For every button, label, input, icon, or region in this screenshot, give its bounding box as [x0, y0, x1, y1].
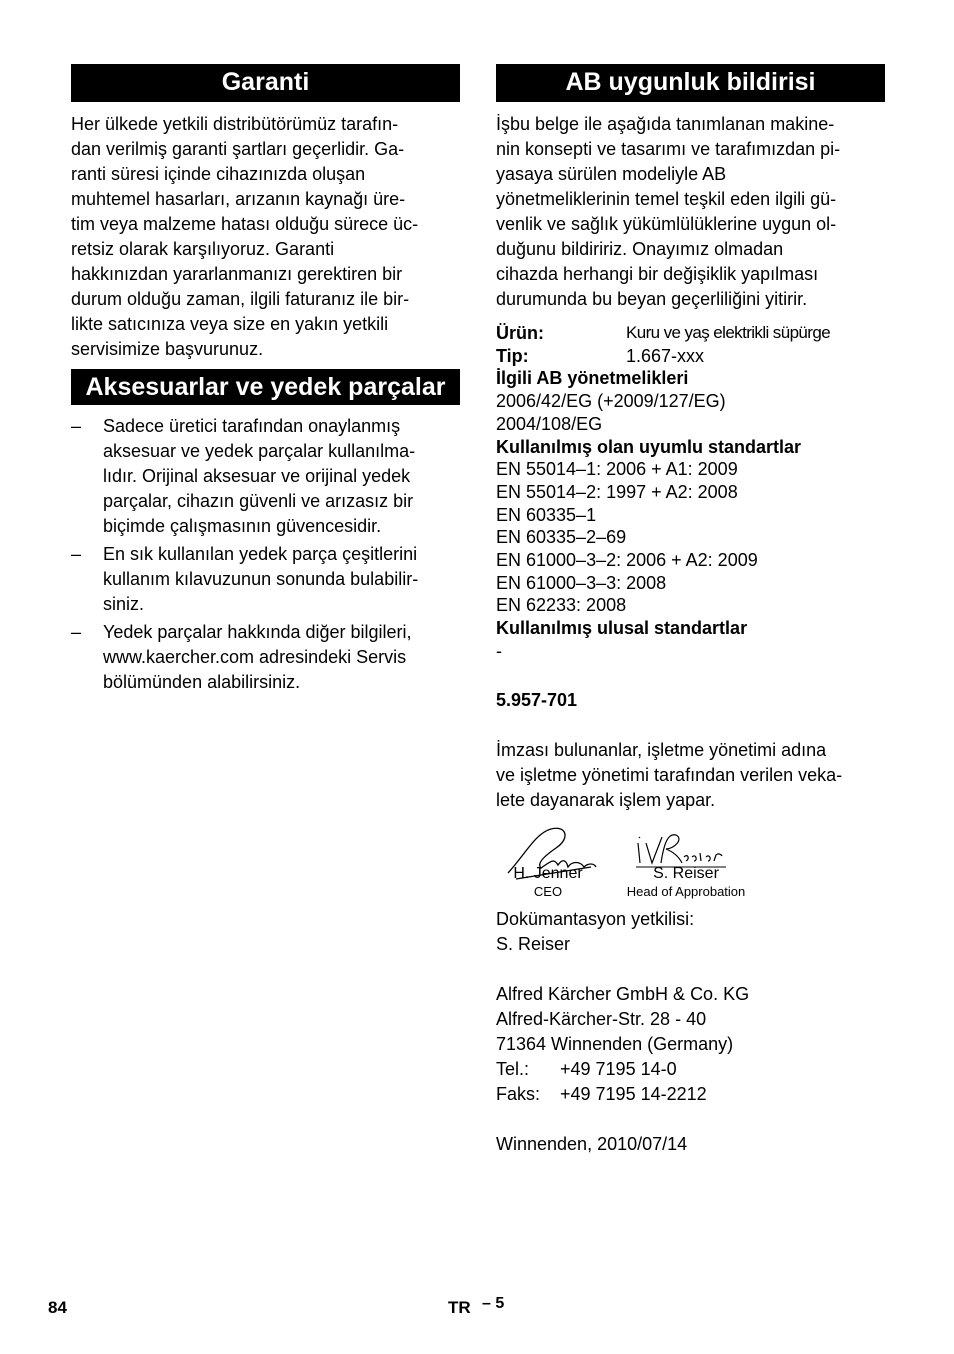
- aksesuar-list: [71, 414, 460, 695]
- doc-number: 5.957-701: [496, 689, 578, 710]
- signature-block: [496, 823, 885, 899]
- declaration-intro: İşbu belge ile aşağıda tanımlanan makine- nin konsepti ve tasarımı ve tarafımızdan pi- yasaya sürülen modeliyle AB yönetmeliklerinin temel teşkil eden ilgili gü- venlik ve sağlık yükümlülüklerine uygun ol- duğunu bildiririz. Onayımız olmadan cihazda herhangi bir değişiklik yapılması durumunda bu beyan geçerliliğini yitirir.: [496, 114, 841, 309]
- signing-text: İmzası bulunanlar, işletme yönetimi adına ve işletme yönetimi tarafından verilen veka- lete dayanarak işlem yapar.: [496, 739, 843, 810]
- footer-section: – 5: [482, 1295, 505, 1312]
- left-column: [71, 64, 460, 698]
- type-value: 1.667-xxx: [626, 345, 705, 366]
- company-address: [496, 982, 885, 1107]
- fax-label: Faks:: [496, 1083, 541, 1104]
- doc-officer-name: S. Reiser: [496, 933, 571, 954]
- directive-item: 2006/42/EG (+2009/127/EG): [496, 391, 726, 412]
- footer-lang: TR: [448, 1298, 471, 1317]
- section-title-aksesuar: Aksesuarlar ve yedek parçalar: [71, 369, 460, 405]
- standard-item: EN 60335–1: [496, 504, 597, 525]
- signatory-reiser: [616, 865, 756, 901]
- national-standards-label: Kullanılmış ulusal standartlar: [496, 618, 748, 639]
- standard-item: EN 62233: 2008: [496, 595, 627, 616]
- section-title-declaration: AB uygunluk bildirisi: [496, 64, 885, 102]
- standard-item: EN 61000–3–2: 2006 + A2: 2009: [496, 550, 758, 571]
- company-line: 71364 Winnenden (Germany): [496, 1033, 734, 1054]
- national-standards-value: -: [496, 640, 502, 661]
- tel-label: Tel.:: [496, 1058, 530, 1079]
- page-number: 84: [48, 1298, 67, 1317]
- right-column: [496, 64, 885, 1157]
- signatory-name: S. Reiser: [653, 864, 719, 882]
- standard-item: EN 55014–2: 1997 + A2: 2008: [496, 481, 738, 502]
- doc-officer: [496, 907, 885, 957]
- signatory-name: H. Jenner: [513, 864, 583, 882]
- dash-bullet: –: [71, 622, 82, 642]
- standard-item: EN 60335–2–69: [496, 527, 627, 548]
- tel-value: +49 7195 14-0: [560, 1058, 677, 1079]
- signatory-role: CEO: [533, 883, 563, 899]
- place-date: Winnenden, 2010/07/14: [496, 1133, 688, 1154]
- directives-label: İlgili AB yönetmelikleri: [496, 368, 689, 389]
- list-item: [71, 542, 460, 617]
- spec-block: [496, 322, 885, 663]
- company-line: Alfred-Kärcher-Str. 28 - 40: [496, 1008, 707, 1029]
- directive-item: 2004/108/EG: [496, 413, 603, 434]
- standard-item: EN 61000–3–3: 2008: [496, 572, 667, 593]
- fax-value: +49 7195 14-2212: [560, 1083, 707, 1104]
- product-label: Ürün:: [496, 323, 544, 343]
- standards-label: Kullanılmış olan uyumlu standartlar: [496, 436, 802, 457]
- signatory-jenner: [496, 865, 600, 901]
- type-label: Tip:: [496, 345, 529, 366]
- list-item: [71, 414, 460, 539]
- section-title-garanti: Garanti: [71, 64, 460, 102]
- company-line: Alfred Kärcher GmbH & Co. KG: [496, 983, 750, 1004]
- product-value: Kuru ve yaş elektrikli süpürge: [626, 323, 831, 342]
- standard-item: EN 55014–1: 2006 + A1: 2009: [496, 459, 738, 480]
- list-item-text: Sadece üretici tarafından onaylanmış aksesuar ve yedek parçalar kullanılma- lıdır. Orijinal aksesuar ve orijinal yedek parçalar, cihazın güvenli ve arızasız bir biçimde çalışmasının güvencesidir.: [103, 416, 416, 536]
- doc-officer-label: Dokümantasyon yetkilisi:: [496, 908, 695, 929]
- list-item: [71, 620, 460, 695]
- signatory-role: Head of Approbation: [626, 883, 746, 899]
- garanti-text: Her ülkede yetkili distribütörümüz tarafın- dan verilmiş garanti şartları geçerlidir. Ga- ranti süresi içinde cihazınızda oluşan muhtemel hasarları, arızanın kaynağı üre- tim veya malzeme hatası olduğu sürece üc- retsiz olarak karşılıyoruz. Garanti hakkınızdan yararlanmanızı gerektiren bir durum olduğu zaman, ilgili faturanız ile bir- likte satıcınıza veya size en yakın yetkili servisimize başvurunuz.: [71, 114, 419, 359]
- list-item-text: Yedek parçalar hakkında diğer bilgileri, www.kaercher.com adresindeki Servis bölümünden alabilirsiniz.: [103, 622, 412, 692]
- dash-bullet: –: [71, 416, 82, 436]
- list-item-text: En sık kullanılan yedek parça çeşitlerini kullanım kılavuzunun sonunda bulabilir- siniz.: [103, 544, 419, 614]
- dash-bullet: –: [71, 544, 82, 564]
